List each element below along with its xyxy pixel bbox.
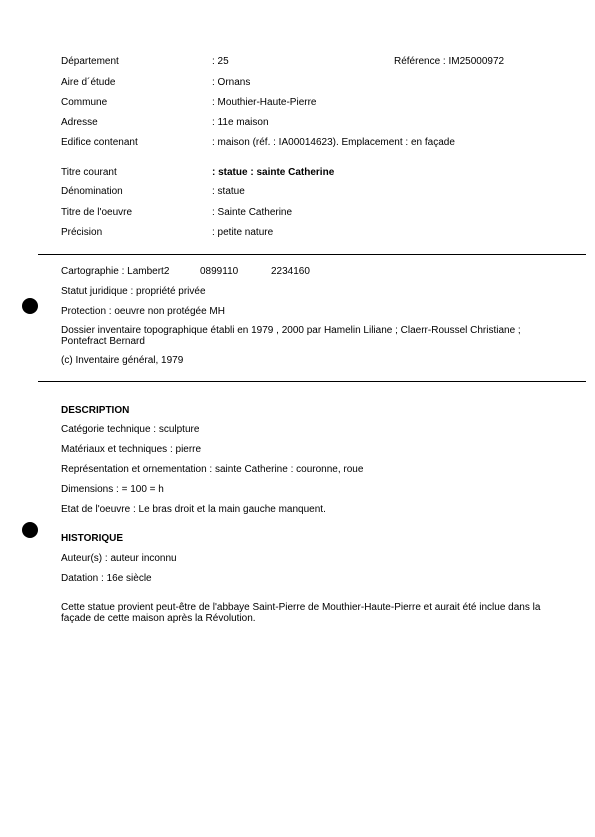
adresse-value: : 11e maison: [212, 117, 269, 128]
commune-value: : Mouthier-Haute-Pierre: [212, 97, 317, 108]
departement-value: : 25: [212, 56, 229, 67]
binder-hole-icon: [22, 522, 38, 538]
copyright: (c) Inventaire général, 1979: [61, 355, 184, 366]
historique-heading: HISTORIQUE: [61, 533, 124, 544]
titre-oeuvre-value: : Sainte Catherine: [212, 207, 293, 218]
cartographie-x: 0899110: [200, 266, 239, 277]
precision-value: : petite nature: [212, 227, 274, 238]
commune-label: Commune: [61, 97, 108, 108]
adresse-label: Adresse: [61, 117, 98, 128]
statut-juridique: Statut juridique : propriété privée: [61, 286, 206, 297]
protection: Protection : oeuvre non protégée MH: [61, 306, 225, 317]
divider-top: [38, 254, 586, 255]
cartographie-y: 2234160: [271, 266, 310, 277]
datation: Datation : 16e siècle: [61, 573, 152, 584]
materiaux-techniques: Matériaux et techniques : pierre: [61, 444, 202, 455]
denomination-value: : statue: [212, 186, 245, 197]
titre-oeuvre-label: Titre de l'oeuvre: [61, 207, 133, 218]
divider-bottom: [38, 381, 586, 382]
edifice-label: Edifice contenant: [61, 137, 138, 148]
titre-courant-value: : statue : sainte Catherine: [212, 167, 335, 178]
titre-courant-label: Titre courant: [61, 167, 117, 178]
representation: Représentation et ornementation : sainte Catherine : couronne, roue: [61, 464, 364, 475]
edifice-value: : maison (réf. : IA00014623). Emplacement : en façade: [212, 137, 455, 148]
dimensions: Dimensions : = 100 = h: [61, 484, 164, 495]
dossier-inventaire: Dossier inventaire topographique établi en 1979 , 2000 par Hamelin Liliane ; Claerr-Roussel Christiane ; Pontefract Bernard: [61, 325, 521, 347]
auteur: Auteur(s) : auteur inconnu: [61, 553, 177, 564]
categorie-technique: Catégorie technique : sculpture: [61, 424, 200, 435]
etat-oeuvre: Etat de l'oeuvre : Le bras droit et la main gauche manquent.: [61, 504, 326, 515]
departement-label: Département: [61, 56, 119, 67]
reference: Référence : IM25000972: [394, 56, 505, 67]
precision-label: Précision: [61, 227, 103, 238]
aire-value: : Ornans: [212, 77, 251, 88]
denomination-label: Dénomination: [61, 186, 123, 197]
binder-hole-icon: [22, 298, 38, 314]
aire-label: Aire d´étude: [61, 77, 116, 88]
historique-note: Cette statue provient peut-être de l'abbaye Saint-Pierre de Mouthier-Haute-Pierre et aurait été inclue dans la façade de cette maison après la Révolution.: [61, 602, 541, 624]
description-heading: DESCRIPTION: [61, 405, 130, 416]
cartographie-label: Cartographie : Lambert2: [61, 266, 170, 277]
